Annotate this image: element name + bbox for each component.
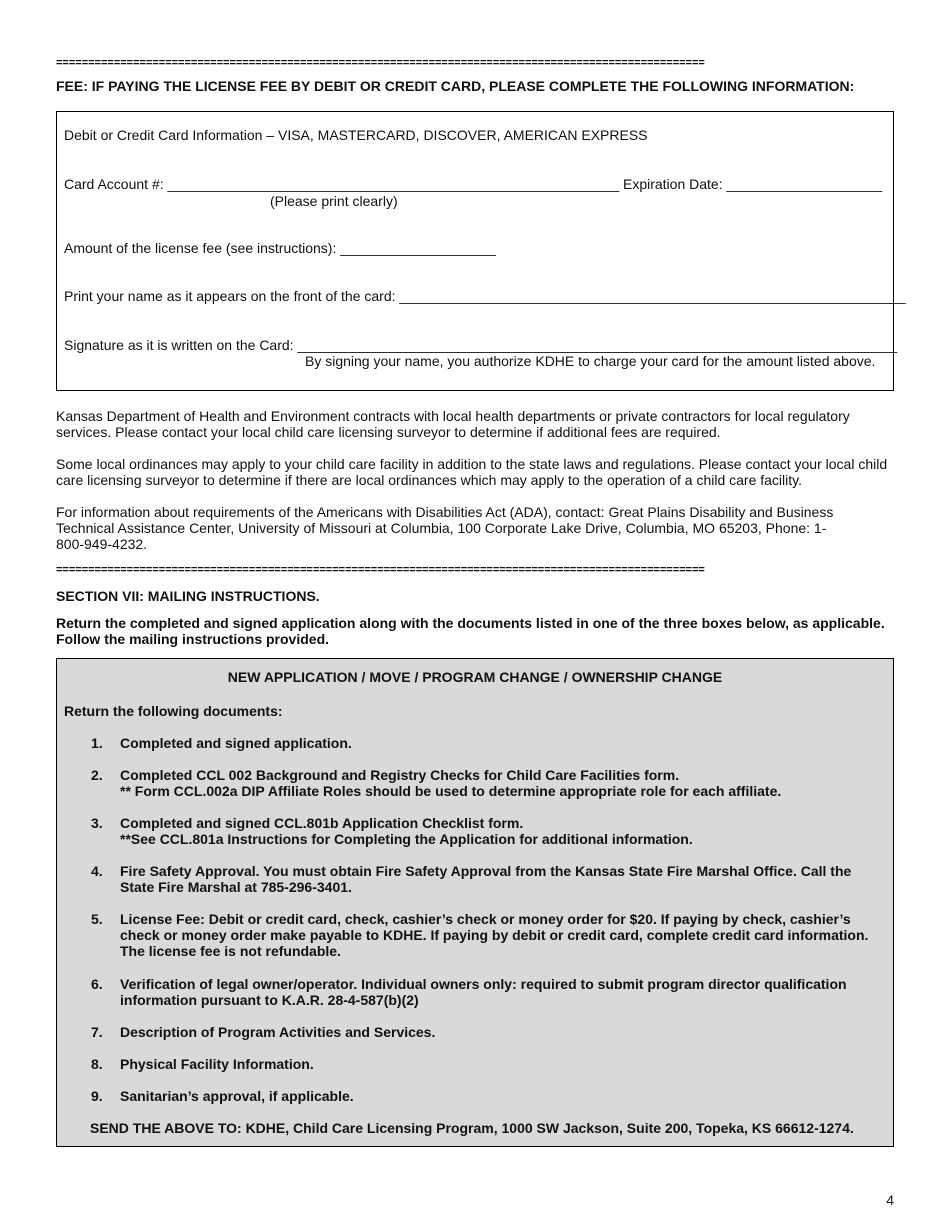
mailing-instructions-box [56,658,894,1147]
form-page [56,58,906,1147]
signature-field[interactable]: Signature as it is written on the Card: _____________________________________________________________________________ [64,337,897,353]
document-item: License Fee: Debit or credit card, check, cashier’s check or money order for $20. If paying by check, cashier’s check or money order make payable to KDHE. If paying by debit or credit card, complete credit card information. The license fee is not refundable. [120,911,869,959]
section-divider: ===================================================================================================== [56,565,705,575]
item-number: 1. [91,735,103,751]
section-intro: Return the completed and signed application along with the documents listed in one of the three boxes below, as applicable. Follow the mailing instructions provided. [56,615,885,647]
document-item: Description of Program Activities and Services. [120,1024,436,1040]
item-number: 6. [91,976,103,992]
item-number: 4. [91,863,103,879]
fee-heading: FEE: IF PAYING THE LICENSE FEE BY DEBIT OR CREDIT CARD, PLEASE COMPLETE THE FOLLOWING INFORMATION: [56,78,855,94]
card-types-text: Debit or Credit Card Information – VISA, MASTERCARD, DISCOVER, AMERICAN EXPRESS [64,127,648,143]
item-number: 9. [91,1088,103,1104]
return-label: Return the following documents: [64,703,283,719]
card-account-field[interactable]: Card Account #: __________________________________________________________ Expiration Date: ____________________ [64,176,883,192]
section-title: SECTION VII: MAILING INSTRUCTIONS. [56,588,320,604]
item-number: 5. [91,911,103,927]
item-number: 3. [91,815,103,831]
item-number: 8. [91,1056,103,1072]
document-item: Fire Safety Approval. You must obtain Fire Safety Approval from the Kansas State Fire Marshal Office. Call the State Fire Marshal at 785-296-3401. [120,863,852,895]
ada-paragraph: For information about requirements of the Americans with Disabilities Act (ADA), contact: Great Plains Disability and Business Technical Assistance Center, University of Missouri at Columbia, 100 Corporate Lake Drive, Columbia, MO 65203, Phone: 1-800-949-4232. [56,504,834,552]
item-number: 7. [91,1024,103,1040]
top-divider: ===================================================================================================== [56,58,705,68]
document-item: Verification of legal owner/operator. Individual owners only: required to submit program director qualification information pursuant to K.A.R. 28-4-587(b)(2) [120,976,847,1008]
send-to-address: SEND THE ABOVE TO: KDHE, Child Care Licensing Program, 1000 SW Jackson, Suite 200, Topeka, KS 66612-1274. [90,1120,854,1136]
amount-field[interactable]: Amount of the license fee (see instructions): ____________________ [64,240,496,256]
document-item: Completed CCL 002 Background and Registry Checks for Child Care Facilities form. ** Form CCL.002a DIP Affiliate Roles should be used to determine appropriate role for each affiliate. [120,767,782,799]
item-number: 2. [91,767,103,783]
document-item: Sanitarian’s approval, if applicable. [120,1088,354,1104]
local-ordinances-paragraph: Some local ordinances may apply to your child care facility in addition to the state laws and regulations. Please contact your local child care licensing surveyor to determine if there are local ordinances which may apply to the operation of a child care facility. [56,456,888,488]
authorize-note: By signing your name, you authorize KDHE to charge your card for the amount listed above. [305,353,876,369]
document-item: Completed and signed CCL.801b Application Checklist form. **See CCL.801a Instructions for Completing the Application for additional information. [120,815,693,847]
page-number: 4 [886,1192,894,1208]
document-item: Physical Facility Information. [120,1056,314,1072]
print-clearly-note: (Please print clearly) [270,193,398,209]
document-item: Completed and signed application. [120,735,352,751]
cardholder-name-field[interactable]: Print your name as it appears on the front of the card: _________________________________________________________________ [64,288,906,304]
mail-box-title: NEW APPLICATION / MOVE / PROGRAM CHANGE / OWNERSHIP CHANGE [227,669,723,685]
card-info-box [56,111,906,391]
local-fees-paragraph: Kansas Department of Health and Environment contracts with local health departments or private contractors for local regulatory services. Please contact your local child care licensing surveyor to determine if additional fees are required. [56,408,850,440]
